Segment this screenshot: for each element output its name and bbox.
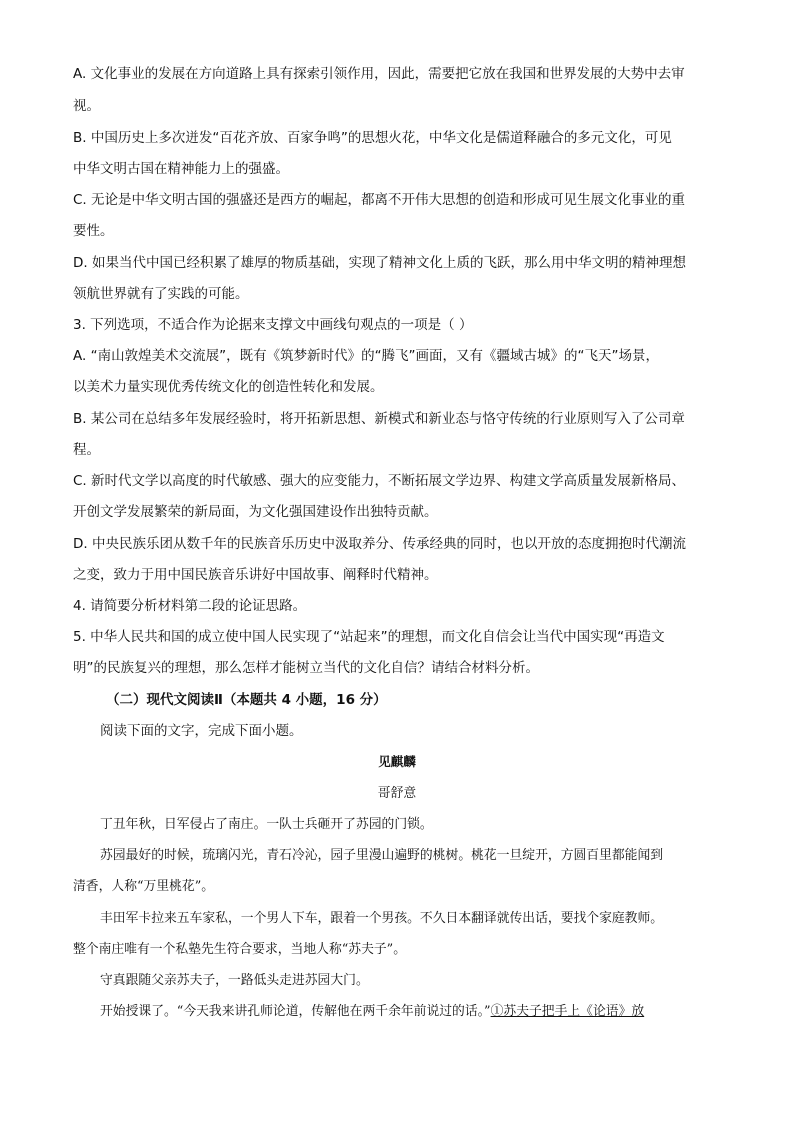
q4-stem: 4. 请简要分析材料第二段的论证思路。 [73,598,307,614]
q2-option-c-line2: 要性。 [73,223,114,239]
story-paragraph-text: 开始授课了。“今天我来讲孔师论道，传解他在两千余年前说过的话。” [100,1004,491,1019]
q3-option-a-line2: 以美术力量实现优秀传统文化的创造性转化和发展。 [73,379,384,395]
q2-option-c-line1: C. 无论是中华文明古国的强盛还是西方的崛起，都离不开伟大思想的创造和形成可见生展文化事业的重 [73,192,686,208]
story-author: 哥舒意 [377,786,417,801]
q3-option-b-line1: B. 某公司在总结多年发展经验时，将开拓新思想、新模式和新业态与恪守传统的行业原则写入了公司章 [73,411,685,427]
q2-option-d-line2: 领航世界就有了实践的可能。 [73,286,249,302]
story-paragraph: 丁丑年秋，日军侵占了南庄。一队士兵砸开了苏园的门锁。 [100,817,433,832]
underlined-sentence: ①苏夫子把手上《论语》放 [490,1004,645,1019]
story-paragraph [100,1002,750,1022]
q3-option-d-line1: D. 中央民族乐团从数千年的民族音乐历史中汲取养分、传承经典的同时，也以开放的态度拥抱时代潮流 [73,536,686,552]
q2-option-d-line1: D. 如果当代中国已经积累了雄厚的物质基础，实现了精神文化上质的飞跃，那么用中华文明的精神理想 [73,255,686,271]
story-paragraph: 丰田军卡拉来五车家私，一个男人下车，跟着一个男孩。不久日本翻译就传出话，要找个家庭教师。 [100,911,664,926]
q3-stem: 3. 下列选项，不适合作为论据来支撑文中画线句观点的一项是（ ） [73,317,473,333]
story-paragraph-continued: 清香，人称“万里桃花”。 [73,879,215,894]
q3-option-c-line2: 开创文学发展繁荣的新局面，为文化强国建设作出独特贡献。 [73,504,438,520]
reading-instruction: 阅读下面的文字，完成下面小题。 [100,723,303,739]
story-paragraph: 守真跟随父亲苏夫子，一路低头走进苏园大门。 [100,973,369,988]
story-paragraph-continued: 整个南庄唯有一个私塾先生符合要求，当地人称“苏夫子”。 [73,942,407,957]
q3-option-d-line2: 之变，致力于用中国民族音乐讲好中国故事、阐释时代精神。 [73,567,438,583]
q3-option-b-line2: 程。 [73,442,100,458]
q2-option-a-line1: A. 文化事业的发展在方向道路上具有探索引领作用，因此，需要把它放在我国和世界发展的大势中去审 [73,66,685,82]
q3-option-a-line1: A. “南山敦煌美术交流展”，既有《筑梦新时代》的“腾飞”画面，又有《疆域古城》的“飞天”场景， [73,348,660,364]
q5-stem-line2: 明”的民族复兴的理想，那么怎样才能树立当代的文化自信？请结合材料分析。 [73,660,539,676]
story-paragraph: 苏园最好的时候，琉璃闪光，青石冷沁，园子里漫山遍野的桃树。桃花一旦绽开，方圆百里都能闻到 [100,848,664,863]
q2-option-a-line2: 视。 [73,98,100,114]
section-heading: （二）现代文阅读Ⅱ（本题共 4 小题，16 分） [106,692,387,708]
q2-option-b-line1: B. 中国历史上多次迸发“百花齐放、百家争鸣”的思想火花，中华文化是儒道释融合的多元文化，可见 [73,130,672,146]
q3-option-c-line1: C. 新时代文学以高度的时代敏感、强大的应变能力，不断拓展文学边界、构建文学高质量发展新格局、 [73,473,686,489]
story-title: 见麒麟 [378,754,416,769]
q2-option-b-line2: 中华文明古国在精神能力上的强盛。 [73,161,289,177]
q5-stem-line1: 5. 中华人民共和国的成立使中国人民实现了“站起来”的理想，而文化自信会让当代中国实现“再造文 [73,629,665,645]
